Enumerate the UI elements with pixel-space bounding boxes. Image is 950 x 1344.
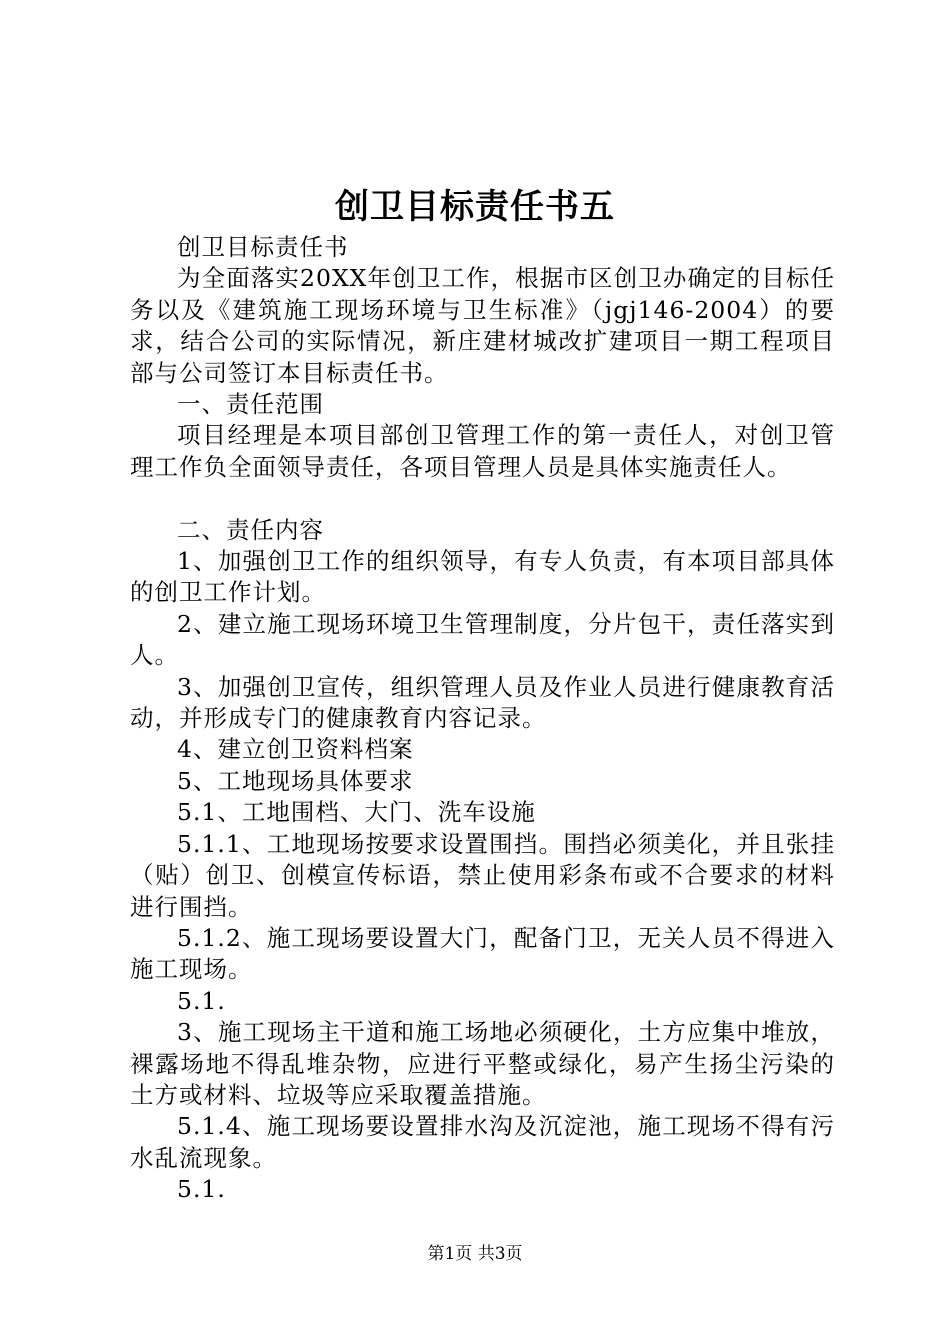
paragraph-item-5-1: 5.1、工地围档、大门、洗车设施: [177, 798, 536, 827]
paragraph-scope: 项目经理是本项目部创卫管理工作的第一责任人，对创卫管理工作负全面领导责任，各项目管理人员是具体实施责任人。: [130, 421, 835, 481]
paragraph-item-5-1-2: 5.1.2、施工现场要设置大门，配备门卫，无关人员不得进入施工现场。: [130, 923, 835, 984]
paragraph-item-5-1-3: 3、施工现场主干道和施工场地必须硬化，土方应集中堆放，裸露场地不得乱堆杂物，应进行平整或绿化，易产生扬尘污染的土方或材料、垃圾等应采取覆盖措施。: [130, 1018, 835, 1109]
paragraph-item-5-1-3-prefix: 5.1.: [177, 986, 226, 1015]
paragraph-item-5: 5、工地现场具体要求: [177, 766, 414, 795]
paragraph-item-4: 4、建立创卫资料档案: [177, 735, 414, 764]
document-body: [130, 232, 835, 1206]
paragraph-item-3: 3、加强创卫宣传，组织管理人员及作业人员进行健康教育活动，并形成专门的健康教育内容记录。: [130, 672, 835, 733]
paragraph-item-5-1-4: 5.1.4、施工现场要设置排水沟及沉淀池，施工现场不得有污水乱流现象。: [130, 1112, 835, 1172]
paragraph-item-1: 1、加强创卫工作的组织领导，有专人负责，有本项目部具体的创卫工作计划。: [130, 547, 835, 607]
paragraph-item-5-1-5-prefix: 5.1.: [177, 1175, 226, 1204]
heading-scope: 一、责任范围: [177, 390, 324, 419]
heading-content: 二、责任内容: [177, 515, 324, 544]
paragraph-intro: 为全面落实20XX年创卫工作，根据市区创卫办确定的目标任务以及《建筑施工现场环境与卫生标准》（jgj146-2004）的要求，结合公司的实际情况，新庄建材城改扩建项目一期工程项目部与公司签订本目标责任书。: [130, 264, 835, 387]
paragraph-item-5-1-1: 5.1.1、工地现场按要求设置围挡。围挡必须美化，并且张挂（贴）创卫、创模宣传标语，禁止使用彩条布或不合要求的材料进行围挡。: [130, 829, 835, 921]
document-title: 创卫目标责任书五: [335, 187, 615, 227]
paragraph-item-2: 2、建立施工现场环境卫生管理制度，分片包干，责任落实到人。: [130, 609, 835, 670]
page-footer: 第1页 共3页: [427, 1244, 523, 1264]
paragraph-subtitle: 创卫目标责任书: [177, 233, 349, 261]
